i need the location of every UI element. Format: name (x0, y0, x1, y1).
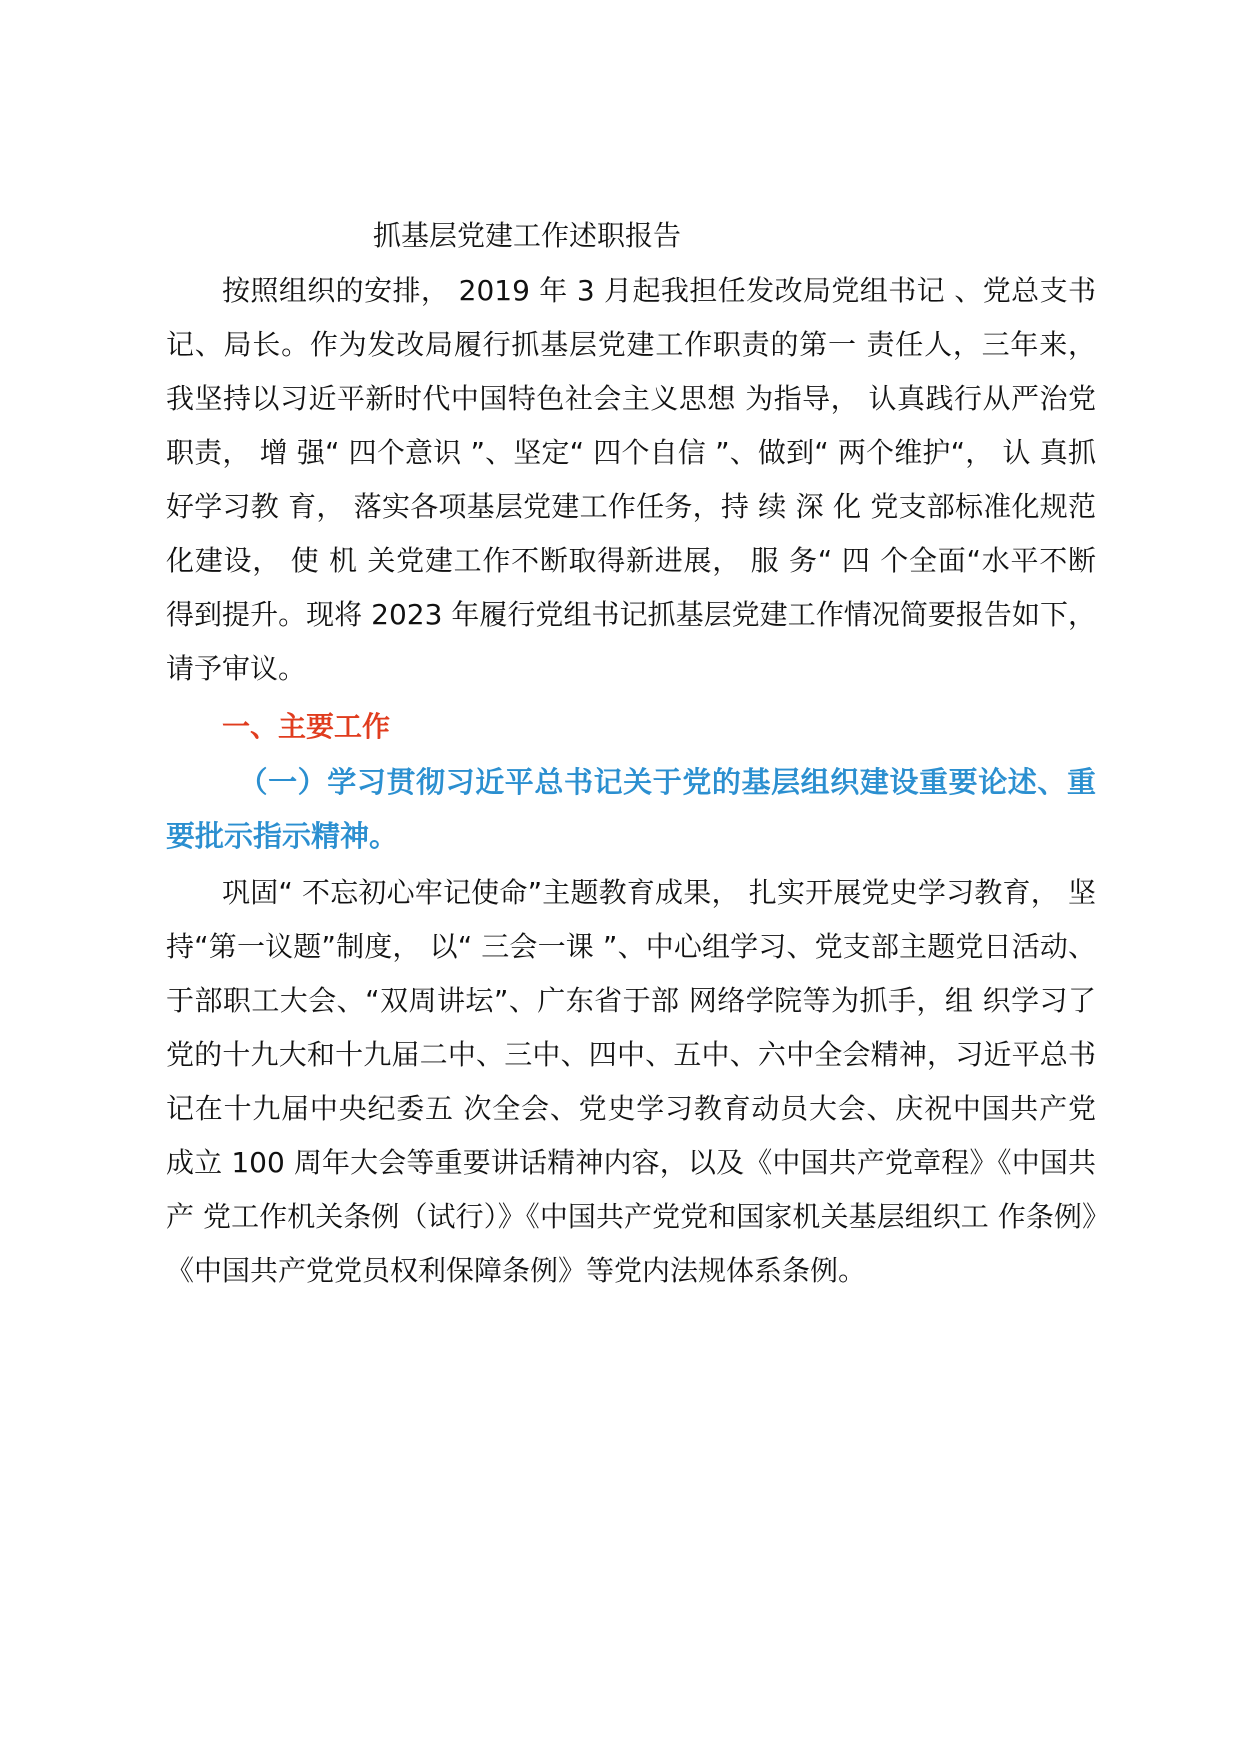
document-title: 抓基层党建工作述职报告 (373, 219, 682, 252)
study-paragraph: 巩固“ 不忘初心牢记使命”主题教育成果， 扎实开展党史学习教育， 坚持“第一议题”制度， 以“ 三会一课 ”、中心组学习、党支部主题党日活动、于部职工大会、“双周讲坛”、广东省于部 网络学院等为抓手，组 织学习了党的十九大和十九届二中、三中、四中、五中、六中全会精神，习近平总书记在十九届中央纪委五 次全会、党史学习教育动员大会、庆祝中国共产党成立 100 周年大会等重要讲话精神内容，以及《中国共产党章程》《中国共产 党工作机关条例（试行）》《中国共产党党和国家机关基层组织工 作条例》《中国共产党党员权利保障条例》等党内法规体系条例。 (166, 876, 1096, 1287)
intro-paragraph: 按照组织的安排， 2019 年 3 月起我担任发改局党组书记 、党总支书记、局长。作为发改局履行抓基层党建工作职责的第一 责任人，三年来，我坚持以习近平新时代中国特色社会主义思想 为指导， 认真践行从严治党职责， 增 强“ 四个意识 ”、坚定“ 四个自信 ”、做到“ 两个维护“， 认 真抓好学习教 育， 落实各项基层党建工作任务，持 续 深 化 党支部标准化规范化建设， 使 机 关党建工作不断取得新进展， 服 务“ 四 个全面“水平不断得到提升。现将 2023 年履行党组书记抓基层党建工作情况简要报告如下， 请予审议。 (166, 274, 1096, 685)
subsection-heading-study: （一）学习贯彻习近平总书记关于党的基层组织建设重要论述、重要批示指示精神。 (166, 765, 1096, 853)
section-heading-main-work: 一、主要工作 (222, 710, 391, 743)
